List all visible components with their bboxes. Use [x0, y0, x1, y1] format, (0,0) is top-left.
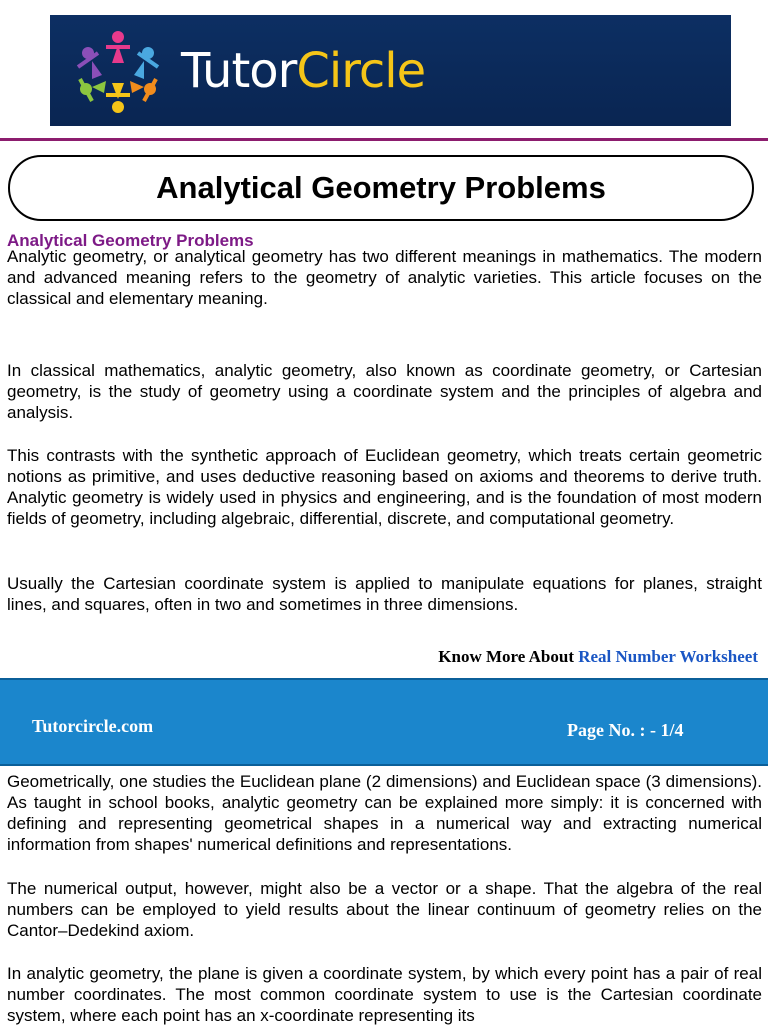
- page-title: Analytical Geometry Problems: [156, 170, 606, 205]
- paragraph: Usually the Cartesian coordinate system is applied to manipulate equations for planes, straight lines, and squares, often in two and sometimes in three dimensions.: [7, 574, 762, 614]
- paragraph: In analytic geometry, the plane is given a coordinate system, by which every point has a pair of real number coordinates. The most common coordinate system to use is the Cartesian coordinate system, where each point has an x-coordinate representing its: [7, 964, 762, 1025]
- title-box: [8, 155, 754, 221]
- footer-page-number: Page No. : - 1/4: [567, 720, 684, 740]
- paragraph: This contrasts with the synthetic approach of Euclidean geometry, which treats certain geometric notions as primitive, and uses deductive reasoning based on axioms and theorems to derive truth. Analytic geometry is widely used in physics and engineering, and is the foundation of most modern fields of geometry, including algebraic, differential, discrete, and computational geometry.: [7, 446, 762, 528]
- people-circle-logo-icon: [68, 23, 168, 119]
- paragraph: The numerical output, however, might also be a vector or a shape. That the algebra of the real numbers can be employed to yield results about the linear continuum of geometry relies on the Cantor–Dedekind axiom.: [7, 879, 762, 940]
- section-subheading: Analytical Geometry Problems: [7, 231, 254, 250]
- brand-logo-word-tutor: Tutor: [181, 43, 297, 99]
- brand-logo-word-circle: Circle: [296, 43, 426, 99]
- know-more-line: [438, 647, 758, 667]
- paragraph: Analytic geometry, or analytical geometry has two different meanings in mathematics. The modern and advanced meaning refers to the geometry of analytic varieties. This article focuses on the classical and elementary meaning.: [7, 247, 762, 308]
- paragraph: In classical mathematics, analytic geometry, also known as coordinate geometry, or Cartesian geometry, is the study of geometry using a coordinate system and the principles of algebra and analysis.: [7, 361, 762, 422]
- page-footer-band: [0, 678, 768, 766]
- footer-site-name: Tutorcircle.com: [32, 716, 154, 736]
- know-more-link[interactable]: Real Number Worksheet: [578, 647, 758, 666]
- brand-logo-text: [181, 43, 425, 99]
- brand-banner: [50, 15, 731, 126]
- header-divider: [0, 138, 768, 141]
- paragraph: Geometrically, one studies the Euclidean plane (2 dimensions) and Euclidean space (3 dimensions). As taught in school books, analytic geometry can be explained more simply: it is concerned with defining and representing geometrical shapes in a numerical way and extracting numerical information from shapes' numerical definitions and representations.: [7, 772, 762, 854]
- know-more-prefix: Know More About: [438, 647, 579, 666]
